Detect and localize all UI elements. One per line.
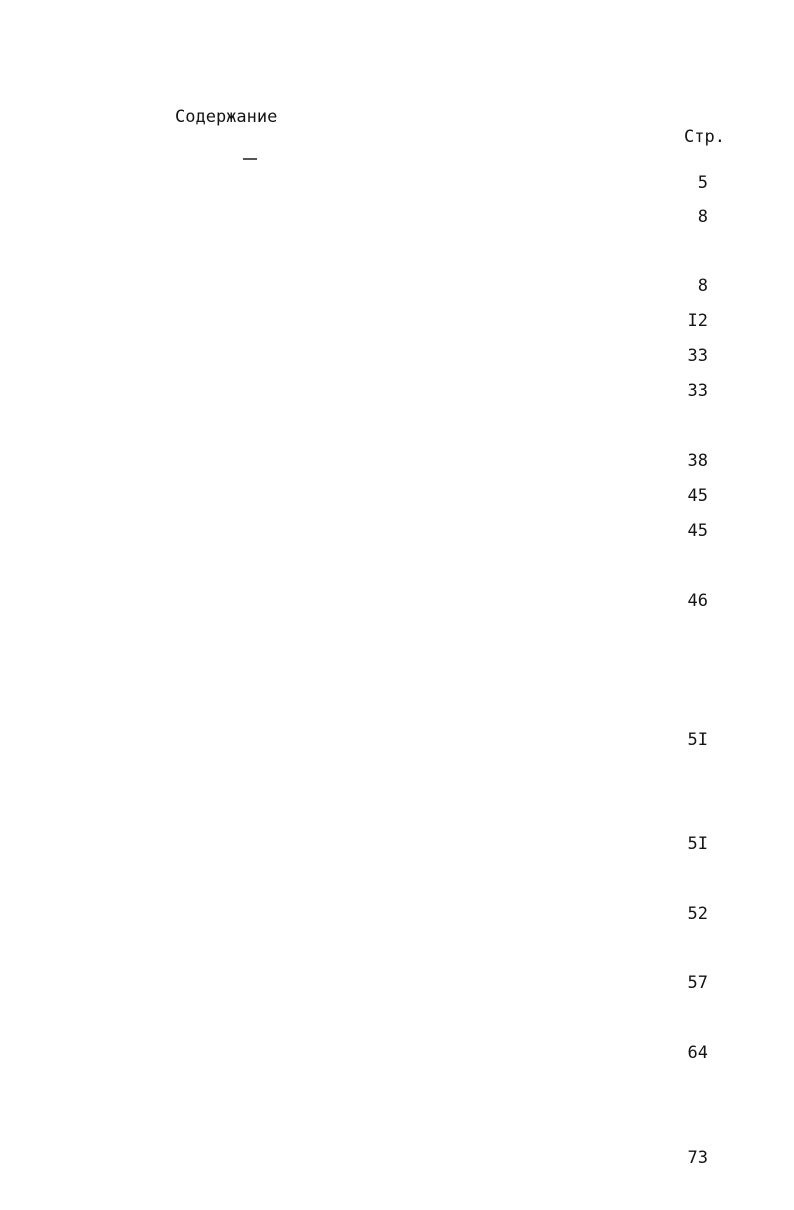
toc-entry-2-5 [80,551,700,581]
toc-entry-2-3 [80,481,679,511]
toc-entry-1-1-cont [133,271,679,301]
toc-entry-chapter-1 [69,202,679,232]
toc-entry-chapter-3-cont-1 [166,655,686,685]
page-number: 46 [687,591,708,611]
toc-entry-3-1-cont-2 [133,829,679,859]
toc-entry-2-5-cont [133,586,679,616]
toc-entry-1-1 [80,236,700,266]
toc-entry-3-2 [80,1073,700,1103]
toc-entry-2-2 [80,411,700,441]
page-number: 5I [687,834,708,854]
toc-entry-chapter-3-cont-2 [166,690,686,720]
toc-entry-3-1-3 [80,1003,700,1033]
toc-entry-3-1-3-cont [154,1038,679,1068]
page-number: 33 [687,346,708,366]
page-number: 45 [687,486,708,506]
toc-entry-chapter-2 [69,341,679,371]
toc-entry-3-1-cont-1 [133,794,713,824]
toc-entry-1-2 [80,306,679,336]
toc-entry-3-2-cont-2 [133,1143,679,1173]
toc-entry-3-2-cont-1 [133,1108,693,1138]
page-number: I2 [687,311,708,331]
toc-entry-2-4 [80,516,679,546]
page-number: 52 [687,904,708,924]
toc-title: Содержание [175,107,278,127]
page-number: 8 [697,207,708,227]
page-number: 73 [687,1148,708,1168]
toc-entry-2-2-cont [133,446,679,476]
toc-entry-3-1-1-cont [154,899,679,929]
page-column-header: Стр. [684,127,725,147]
toc-entry-introduction [69,168,679,198]
toc-entry-chapter-3 [69,621,694,651]
toc-entry-3-1-2 [80,934,700,964]
page-number: 5I [687,730,708,750]
pen-mark [243,158,257,160]
page-number: 5 [697,173,708,193]
page-number: 57 [687,973,708,993]
toc-entry-chapter-3-cont-3 [166,725,679,755]
page-number: 64 [687,1043,708,1063]
page-number: 38 [687,451,708,471]
toc-entry-2-1 [80,376,679,406]
page-number: 33 [687,381,708,401]
toc-entry-3-1 [80,760,700,790]
toc-entry-3-1-2-cont [154,968,679,998]
toc-entry-3-1-1 [80,864,700,894]
page-number: 45 [687,521,708,541]
page-number: 8 [697,276,708,296]
